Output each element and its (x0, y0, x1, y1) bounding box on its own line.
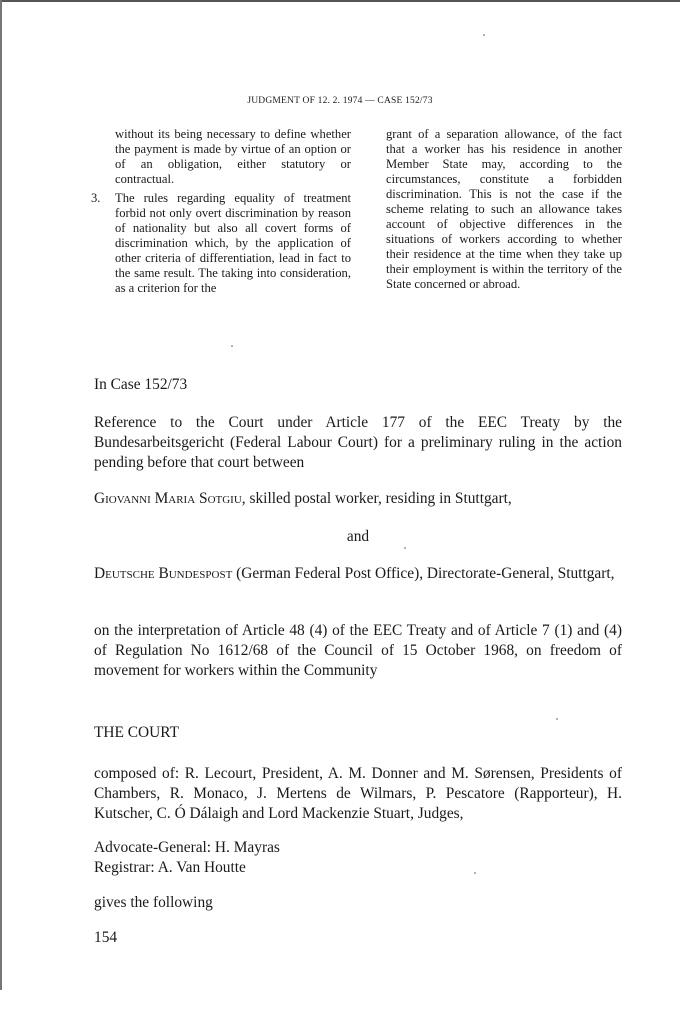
party-one-details: , skilled postal worker, residing in Stuttgart, (241, 490, 512, 507)
headnote-item-3 (91, 191, 351, 296)
scan-speck (474, 872, 476, 874)
party-two-name: Deutsche Bundespost (94, 565, 233, 582)
scan-speck (231, 345, 233, 347)
officers-block (94, 838, 622, 878)
scan-speck (483, 34, 485, 36)
top-border (0, 0, 680, 2)
headnote-right-column (386, 127, 622, 292)
reference-paragraph: Reference to the Court under Article 177 of the EEC Treaty by the Bundesarbeitsgericht (Federal Labour Court) for a preliminary ruling in the action pending before that court between (94, 414, 622, 471)
case-line: In Case 152/73 (94, 376, 188, 393)
left-border (0, 0, 2, 990)
scan-speck (404, 547, 406, 549)
headnote-left-column (91, 127, 351, 296)
headnote-item-text: The rules regarding equality of treatment forbid not only overt discrimination by reason of nationality but also all covert forms of discrimination which, by the application of other criteria of differentiation, lead in fact to the same result. The taking into consideration, as a criterion for the (115, 191, 351, 295)
party-two (94, 564, 622, 584)
party-two-details: (German Federal Post Office), Directorate-General, Stuttgart, (232, 565, 615, 582)
page-number: 154 (94, 929, 118, 946)
party-one (94, 489, 622, 509)
scan-speck (556, 718, 558, 720)
headnote-left-intro: without its being necessary to define whether the payment is made by virtue of an option or of an obligation, either statutory or contractual. (115, 127, 351, 186)
registrar-line: Registrar: A. Van Houtte (94, 859, 246, 876)
and-separator: and (346, 528, 370, 545)
headnote-item-number: 3. (91, 191, 101, 205)
composition-paragraph: composed of: R. Lecourt, President, A. M. Donner and M. Sørensen, Presidents of Chambers, R. Monaco, J. Mertens de Wilmars, P. Pescatore (Rapporteur), H. Kutscher, C. Ó Dálaigh and Lord Mackenzie Stuart, Judges, (94, 765, 622, 822)
party-one-name: Giovanni Maria Sotgiu (94, 490, 242, 507)
gives-line: gives the following (94, 894, 213, 911)
headnote-right-text: grant of a separation allowance, of the fact that a worker has his residence in another Member State may, according to the circumstances, constitute a forbidden discrimination. This is not the case if the scheme relating to such an allowance takes account of objective differences in the situations of workers according to whether their residence at the time when they take up their employment is within the territory of the State concerned or abroad. (386, 127, 622, 291)
interpretation-paragraph: on the interpretation of Article 48 (4) of the EEC Treaty and of Article 7 (1) and (4) of Regulation No 1612/68 of the Council of 15 October 1968, on freedom of movement for workers within the Community (94, 622, 622, 679)
court-heading: THE COURT (94, 724, 180, 741)
advocate-general-line: Advocate-General: H. Mayras (94, 839, 280, 856)
running-header: JUDGMENT OF 12. 2. 1974 — CASE 152/73 (247, 96, 433, 106)
